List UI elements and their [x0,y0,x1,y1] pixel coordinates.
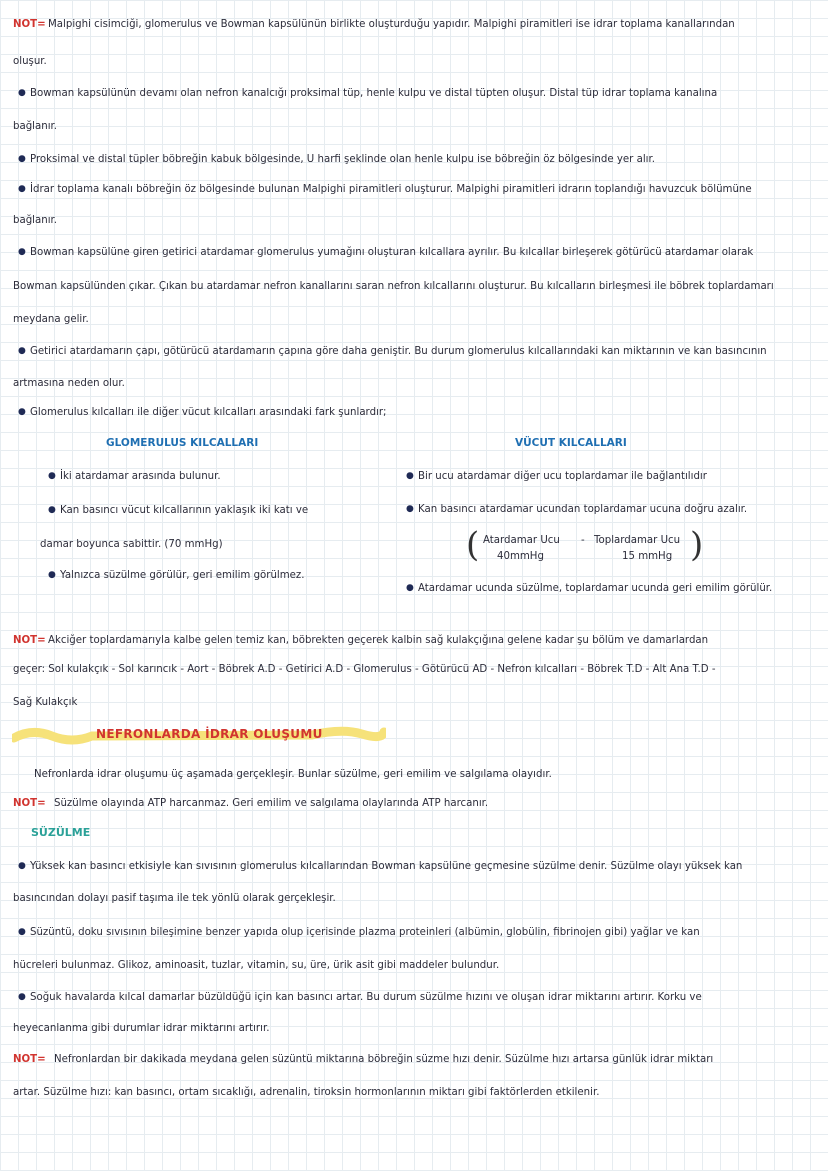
paragraph-line: ● Bowman kapsülüne giren getirici atardamar glomerulus yumağını oluşturan kılcallara ayrılır. Bu kılcallar birleşerek götürücü atardamar olarak [30,246,753,259]
compare-item: ● Kan basıncı vücut kılcallarının yaklaşık iki katı ve [60,504,308,517]
paragraph-line: artmasına neden olur. [13,378,125,389]
body-column-title: VÜCUT KILCALLARI [515,437,627,449]
pressure-value: 15 mmHg [622,551,673,562]
paragraph-line: ● Proksimal ve distal tüpler böbreğin kabuk bölgesinde, U harfi şeklinde olan henle kulpu ise böbreğin öz bölgesinde yer alır. [30,153,655,166]
open-paren: ( [466,525,480,565]
paragraph-line: ● Glomerulus kılcalları ile diğer vücut kılcalları arasındaki fark şunlardır; [30,406,386,419]
note-text: geçer: Sol kulakçık - Sol karıncık - Aort - Böbrek A.D - Getirici A.D - Glomerulus - Götürücü AD - Nefron kılcalları - Böbrek T.D - Alt Ana T.D - [13,664,716,675]
paragraph-line: bağlanır. [13,215,58,226]
paragraph-line: meydana gelir. [13,314,89,325]
paragraph-line: ● Yüksek kan basıncı etkisiyle kan sıvısının glomerulus kılcallarından Bowman kapsülüne geçmesine süzülme denir. Süzülme olayı yüksek kan [30,860,742,873]
note-label: NOT= [13,1054,46,1065]
pressure-label: Toplardamar Ucu [594,535,681,546]
compare-item: ● Kan basıncı atardamar ucundan toplardamar ucuna doğru azalır. [418,503,747,516]
note-text: Süzülme olayında ATP harcanmaz. Geri emilim ve salgılama olaylarında ATP harcanır. [54,798,489,809]
paragraph-line: ● Bowman kapsülünün devamı olan nefron kanalcığı proksimal tüp, henle kulpu ve distal tüpten oluşur. Distal tüp idrar toplama kanalına [30,87,717,100]
paragraph-line: Bowman kapsülünden çıkar. Çıkan bu atardamar nefron kanallarını saran nefron kılcallarını oluşturur. Bu kılcalların birleşmesi ile böbrek toplardamarı [13,281,774,292]
paragraph-line: ● Soğuk havalarda kılcal damarlar büzüldüğü için kan basıncı artar. Bu durum süzülme hızını ve oluşan idrar miktarını artırır. Korku ve [30,991,702,1004]
note-label: NOT= [13,19,46,30]
pressure-value: 40mmHg [497,551,544,562]
note-text: Nefronlardan bir dakikada meydana gelen süzüntü miktarına böbreğin süzme hızı denir. Süzülme hızı artarsa günlük idrar miktarı [54,1054,714,1065]
note-label: NOT= [13,798,46,809]
close-paren: ) [690,525,704,565]
paragraph-line: basıncından dolayı pasif taşıma ile tek yönlü olarak gerçekleşir. [13,893,336,904]
section-title: NEFRONLARDA İDRAR OLUŞUMU [96,727,323,741]
note-text: Akciğer toplardamarıyla kalbe gelen temiz kan, böbrekten geçerek kalbin sağ kulakçığına gelene kadar şu bölüm ve damarlardan [48,635,709,646]
compare-item: ● İki atardamar arasında bulunur. [60,470,221,483]
compare-item: ● Atardamar ucunda süzülme, toplardamar ucunda geri emilim görülür. [418,582,772,595]
paragraph-line: ● İdrar toplama kanalı böbreğin öz bölgesinde bulunan Malpighi piramitleri oluşturur. Malpighi piramitleri idrarın toplandığı havuzcuk bölümüne [30,183,752,196]
paragraph-line: ● Getirici atardamarın çapı, götürücü atardamarın çapına göre daha geniştir. Bu durum glomerulus kılcallarındaki kan miktarının ve kan basıncının [30,345,767,358]
paragraph-line: hücreleri bulunmaz. Glikoz, aminoasit, tuzlar, vitamin, su, üre, ürik asit gibi maddeler bulundur. [13,960,500,971]
glomerulus-column-title: GLOMERULUS KILCALLARI [106,437,259,449]
compare-item: ● Yalnızca süzülme görülür, geri emilim görülmez. [60,569,305,582]
intro-text: Nefronlarda idrar oluşumu üç aşamada gerçekleşir. Bunlar süzülme, geri emilim ve salgılama olayıdır. [34,769,552,780]
pressure-label: Atardamar Ucu [483,535,560,546]
paragraph-line: heyecanlanma gibi durumlar idrar miktarını artırır. [13,1023,270,1034]
note-text: Malpighi cisimciği, glomerulus ve Bowman kapsülünün birlikte oluşturduğu yapıdır. Malpighi piramitleri ise idrar toplama kanallarından [48,19,735,30]
suzulme-title: SÜZÜLME [31,826,91,839]
note-text: Sağ Kulakçık [13,697,78,708]
note-text: artar. Süzülme hızı: kan basıncı, ortam sıcaklığı, adrenalin, tiroksin hormonlarının miktarı gibi faktörlerden etkilenir. [13,1087,600,1098]
pressure-dash: - [581,535,585,546]
compare-item: ● Bir ucu atardamar diğer ucu toplardamar ile bağlantılıdır [418,470,707,483]
note-label: NOT= [13,635,46,646]
paragraph-line: bağlanır. [13,121,58,132]
paragraph-line: ● Süzüntü, doku sıvısının bileşimine benzer yapıda olup içerisinde plazma proteinleri (albümin, globülin, fibrinojen gibi) yağlar ve kan [30,926,700,939]
note-text: oluşur. [13,56,47,67]
compare-item: damar boyunca sabittir. (70 mmHg) [40,539,223,550]
